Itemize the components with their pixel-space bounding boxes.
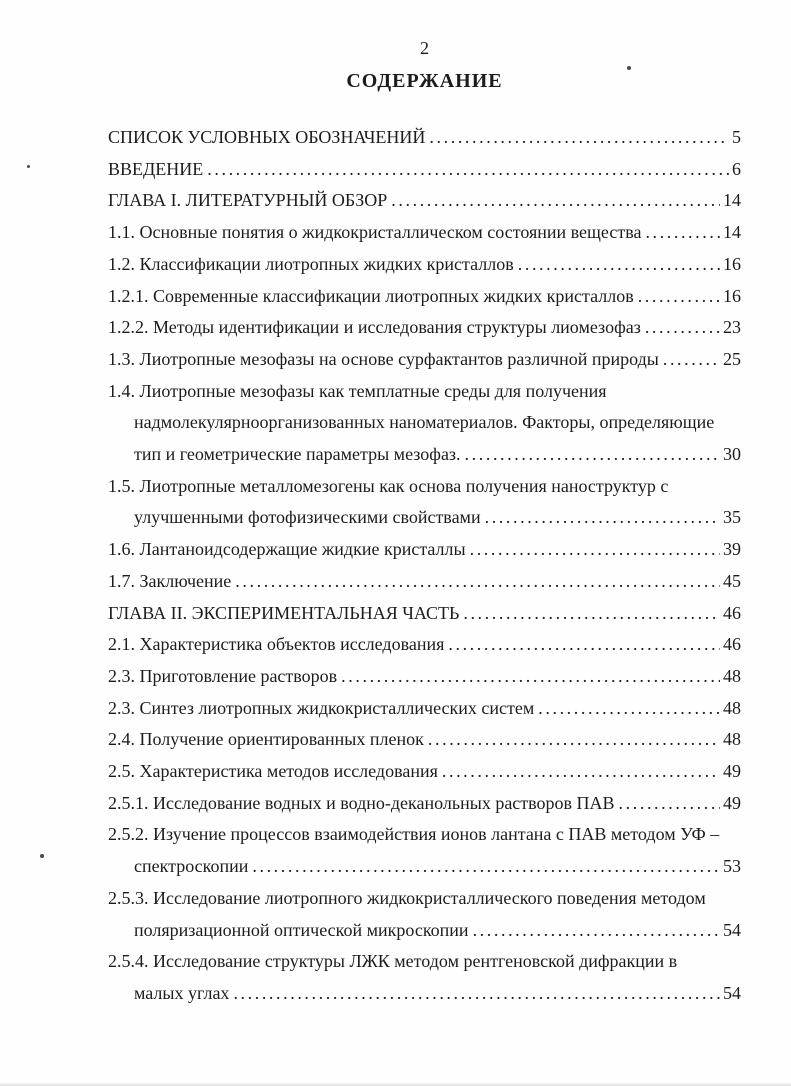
dot-leader (538, 693, 720, 725)
toc-entry (108, 185, 741, 217)
scan-speck (27, 165, 30, 168)
toc-entry-text: 2.5.3. Исследование лиотропного жидкокристаллического поведения методом (108, 887, 706, 908)
toc-entry (108, 883, 741, 946)
toc-entry (108, 629, 741, 661)
dot-leader (645, 312, 720, 344)
toc-entry (108, 534, 741, 566)
dot-leader (465, 439, 720, 471)
toc-entry-text: 1.4. Лиотропные мезофазы как темплатные среды для получения (108, 380, 607, 401)
toc-entry-line (108, 851, 741, 883)
toc-entry-text: тип и геометрические параметры мезофаз. (134, 444, 461, 465)
dot-leader (391, 185, 720, 217)
toc-entry-text: поляризационной оптической микроскопии (134, 919, 469, 940)
toc-entry-text: 1.2.2. Методы идентификации и исследования структуры лиомезофаз (108, 317, 641, 338)
dot-leader (485, 502, 720, 534)
toc-entry (108, 471, 741, 534)
toc-page-number: 48 (723, 665, 741, 686)
page-number: 2 (420, 38, 429, 58)
toc-entry-line (108, 407, 741, 439)
toc-entry-text: спектроскопии (134, 856, 249, 877)
toc-page-number: 53 (723, 856, 741, 877)
toc-entry-line (108, 534, 741, 566)
toc-entry (108, 249, 741, 281)
dot-leader (638, 281, 720, 313)
toc-entry-line (108, 312, 741, 344)
toc-entry-line (108, 471, 741, 503)
scan-edge-shadow (0, 1082, 791, 1086)
toc-entry-text: 1.6. Лантаноидсодержащие жидкие кристаллы (108, 539, 466, 560)
toc-page-number: 48 (723, 697, 741, 718)
toc-entry-line (108, 756, 741, 788)
toc-page-number: 30 (723, 444, 741, 465)
dot-leader (518, 249, 720, 281)
toc-entry-text: 1.2.1. Современные классификации лиотропных жидких кристаллов (108, 285, 634, 306)
toc-page-number: 54 (723, 919, 741, 940)
dot-leader (442, 756, 720, 788)
toc-page-number: 49 (723, 792, 741, 813)
toc-entry (108, 693, 741, 725)
toc-entry (108, 946, 741, 1009)
toc-page-number: 48 (723, 729, 741, 750)
toc-entry-line (108, 724, 741, 756)
toc-entry (108, 312, 741, 344)
toc-entry-line (108, 281, 741, 313)
toc-entry-text: 2.4. Получение ориентированных пленок (108, 729, 424, 750)
toc-entry-line (108, 661, 741, 693)
toc-entry-line (108, 154, 741, 186)
toc-entry-text: улучшенными фотофизическими свойствами (134, 507, 481, 528)
toc-entry (108, 724, 741, 756)
toc-entry-text: 2.3. Синтез лиотропных жидкокристаллических систем (108, 697, 535, 718)
toc-entry-line (108, 344, 741, 376)
toc-entry-line (108, 819, 741, 851)
toc-entry-text: 2.5.1. Исследование водных и водно-деканольных растворов ПАВ (108, 792, 615, 813)
scan-speck (40, 854, 44, 858)
dot-leader (341, 661, 720, 693)
toc-entry (108, 344, 741, 376)
toc-entry (108, 566, 741, 598)
toc-page-number: 46 (723, 602, 741, 623)
toc-entry (108, 788, 741, 820)
toc-entry (108, 756, 741, 788)
toc-entry (108, 376, 741, 471)
toc-entry-text: 1.1. Основные понятия о жидкокристаллическом состоянии вещества (108, 222, 642, 243)
toc-entry-line (108, 122, 741, 154)
toc-entry-line (108, 693, 741, 725)
dot-leader (252, 851, 720, 883)
toc-entry-line (108, 978, 741, 1010)
toc-entry-text: 2.5. Характеристика методов исследования (108, 761, 438, 782)
toc-page-number: 39 (723, 539, 741, 560)
toc-entry-text: надмолекулярноорганизованных наноматериалов. Факторы, определяющие (134, 412, 715, 433)
dot-leader (235, 566, 720, 598)
toc-page-number: 35 (723, 507, 741, 528)
toc-entry-text: ГЛАВА II. ЭКСПЕРИМЕНТАЛЬНАЯ ЧАСТЬ (108, 602, 460, 623)
toc-page-number: 45 (723, 570, 741, 591)
dot-leader (428, 724, 720, 756)
toc-entry-text: 2.5.4. Исследование структуры ЛЖК методом рентгеновской дифракции в (108, 951, 678, 972)
toc-page-number: 14 (723, 222, 741, 243)
toc-entry (108, 122, 741, 154)
toc-page-number: 5 (732, 127, 741, 147)
toc-entry-line (108, 915, 741, 947)
toc-page-number: 23 (723, 317, 741, 338)
toc-entry-text: ГЛАВА I. ЛИТЕРАТУРНЫЙ ОБЗОР (108, 190, 388, 211)
toc-entry-text: 2.1. Характеристика объектов исследования (108, 634, 445, 655)
toc-entry-line (108, 439, 741, 471)
toc-page-number: 46 (723, 634, 741, 655)
toc-entry-text: 1.2. Классификации лиотропных жидких кристаллов (108, 253, 514, 274)
toc-page-number: 14 (723, 190, 741, 211)
toc-entry-line (108, 598, 741, 630)
toc-page-number: 54 (723, 982, 741, 1003)
toc-entry-text: СПИСОК УСЛОВНЫХ ОБОЗНАЧЕНИЙ (108, 127, 426, 147)
dot-leader (619, 788, 720, 820)
toc-entry-line (108, 217, 741, 249)
toc-entry-text: малых углах (134, 982, 230, 1003)
toc-entry-line (108, 788, 741, 820)
toc-entry (108, 154, 741, 186)
toc-page-number: 25 (723, 348, 741, 369)
toc-entry-text: 1.3. Лиотропные мезофазы на основе сурфактантов различной природы (108, 348, 659, 369)
toc-entry-line (108, 185, 741, 217)
dot-leader (207, 154, 729, 186)
toc-entry-text: 1.5. Лиотропные металломезогены как основа получения наноструктур с (108, 475, 669, 496)
scan-speck (627, 66, 631, 70)
toc-entry-line (108, 502, 741, 534)
toc-page-number: 16 (723, 253, 741, 274)
toc-entry-line (108, 249, 741, 281)
toc-entry-line (108, 629, 741, 661)
toc-entry-line (108, 566, 741, 598)
dot-leader (470, 534, 720, 566)
dot-leader (463, 598, 720, 630)
toc-entry (108, 661, 741, 693)
dot-leader (233, 978, 720, 1010)
dot-leader (429, 122, 729, 154)
dot-leader (663, 344, 720, 376)
toc-entry-text: 2.3. Приготовление растворов (108, 665, 338, 686)
dot-leader (645, 217, 720, 249)
toc-entry (108, 819, 741, 882)
toc-entry-line (108, 946, 741, 978)
toc-page-number: 6 (732, 158, 741, 179)
toc-entry-line (108, 883, 741, 915)
toc-page-number: 49 (723, 761, 741, 782)
toc-entry-text: ВВЕДЕНИЕ (108, 158, 204, 179)
toc-entry (108, 598, 741, 630)
toc-entry (108, 217, 741, 249)
toc-entry-text: 2.5.2. Изучение процессов взаимодействия ионов лантана с ПАВ методом УФ – (108, 824, 720, 845)
dot-leader (473, 915, 720, 947)
toc-entry-line (108, 376, 741, 408)
table-of-contents (108, 122, 741, 1010)
page-title: СОДЕРЖАНИЕ (346, 70, 503, 92)
toc-entry (108, 281, 741, 313)
dot-leader (448, 629, 720, 661)
toc-page-number: 16 (723, 285, 741, 306)
toc-entry-text: 1.7. Заключение (108, 570, 232, 591)
